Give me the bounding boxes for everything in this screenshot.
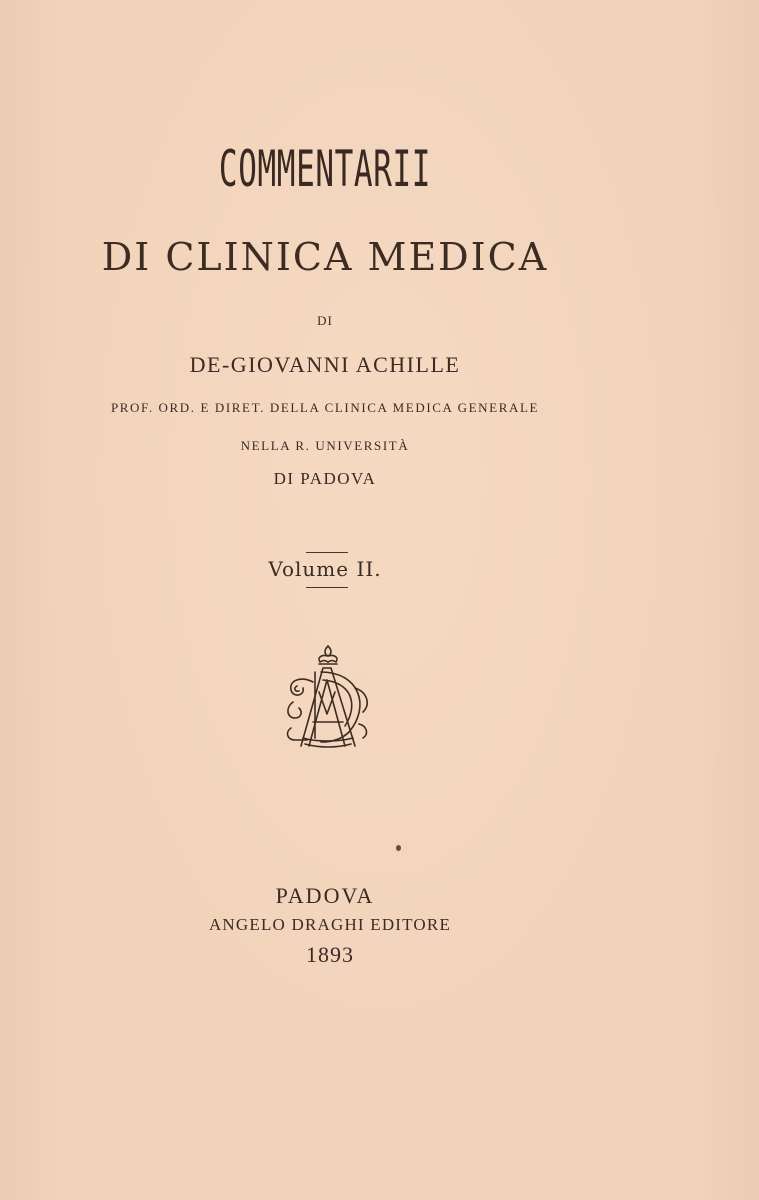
volume-label: Volume II. (268, 557, 382, 581)
book-subtitle: DI CLINICA MEDICA (101, 235, 549, 279)
author-affiliation-line-2: NELLA R. UNIVERSITÀ (240, 438, 410, 453)
ink-speck (396, 845, 401, 851)
imprint-city: PADOVA (275, 883, 375, 908)
author-affiliation-line-3: DI PADOVA (273, 469, 377, 488)
by-line: DI (317, 313, 333, 328)
author-affiliation-line-1: PROF. ORD. E DIRET. DELLA CLINICA MEDICA GENERALE (110, 400, 540, 415)
imprint-publisher: ANGELO DRAGHI EDITORE (208, 915, 452, 934)
publisher-monogram-icon (279, 642, 377, 754)
author-name: DE-GIOVANNI ACHILLE (189, 352, 461, 377)
volume-rule-bottom (306, 587, 348, 588)
imprint-year: 1893 (306, 942, 354, 967)
book-title: COMMENTARII (218, 140, 432, 198)
volume-rule-top (306, 552, 348, 553)
